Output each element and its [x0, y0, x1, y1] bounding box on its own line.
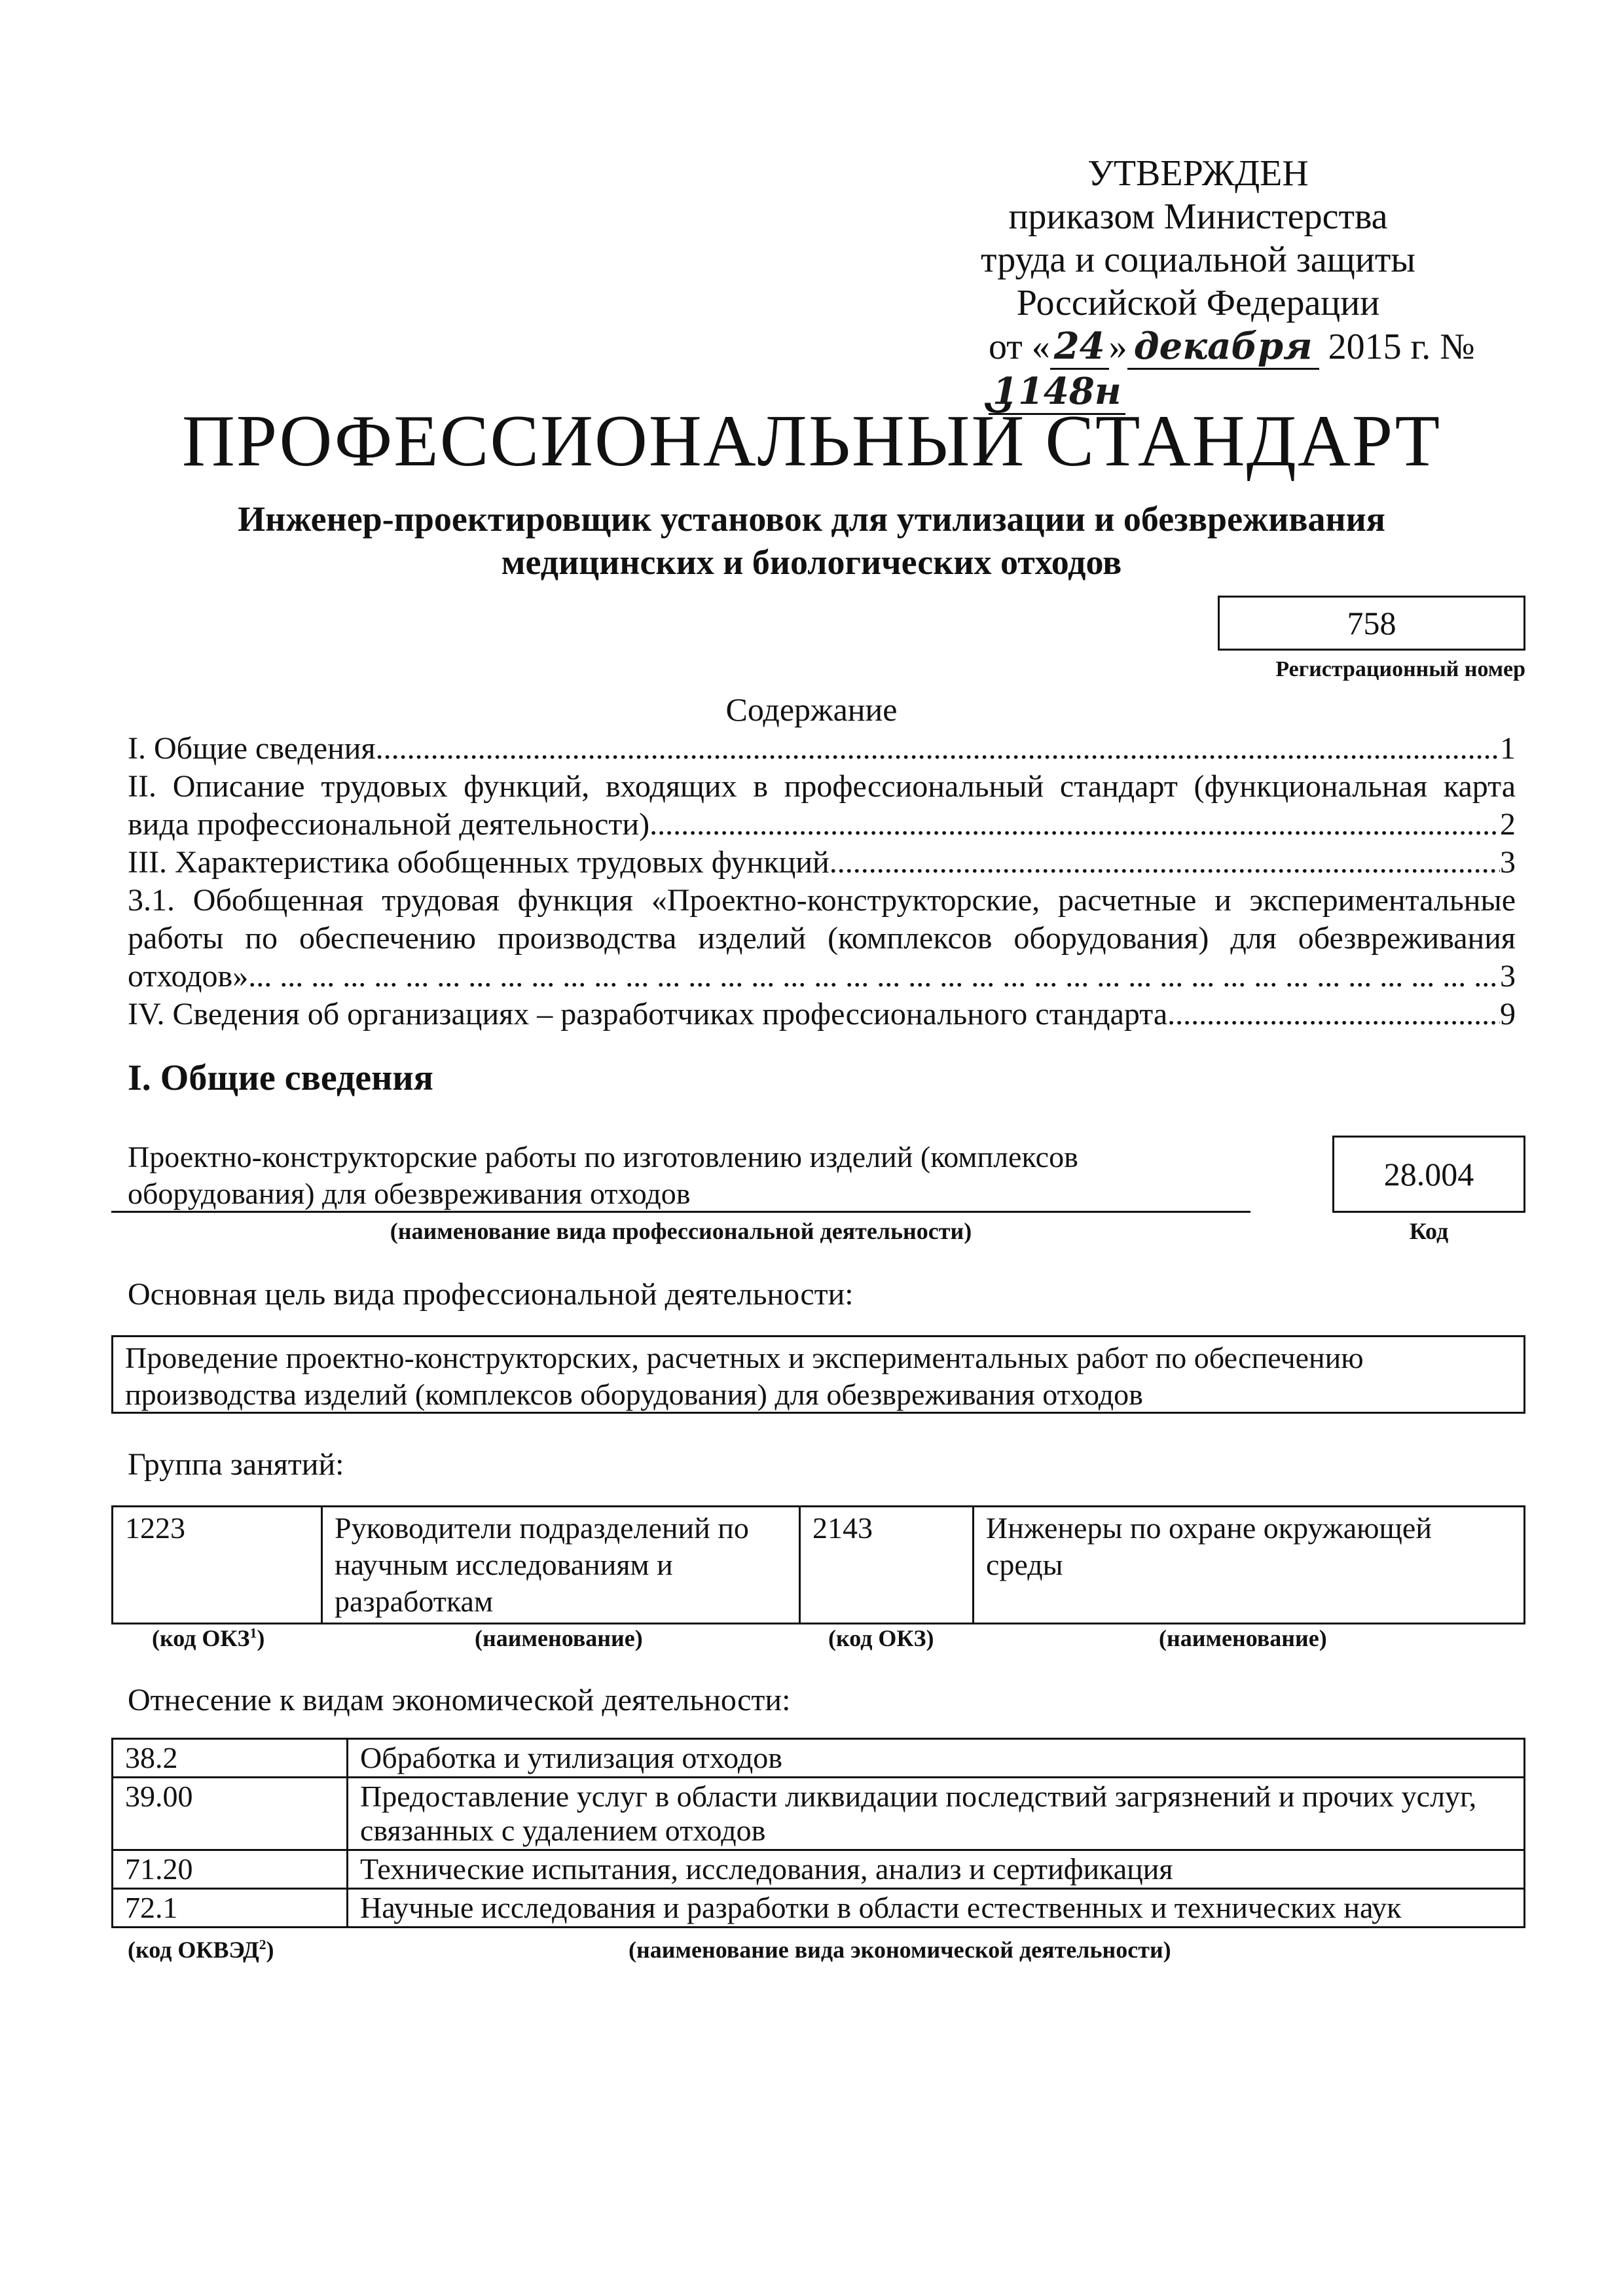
occupation-table [111, 1505, 1525, 1624]
goal-line-2: производства изделий (комплексов оборудования) для обезвреживания отходов [125, 1378, 1143, 1411]
toc-title: Содержание [725, 691, 898, 728]
registration-number-label: Регистрационный номер [1275, 657, 1525, 681]
footnote-mark: 1 [249, 1625, 257, 1641]
approval-country: Российской Федерации [1016, 283, 1380, 323]
toc-item-line: II. Описание трудовых функций, входящих в профессиональный стандарт (функциональная карта [128, 769, 1516, 804]
approval-order: приказом Министерства [1008, 196, 1388, 237]
okved-name-caption: (наименование вида экономической деятельности) [629, 1937, 1171, 1963]
okved-name: Научные исследования и разработки в области естественных и технических наук [348, 1889, 1525, 1928]
subtitle-line-2: медицинских и биологических отходов [501, 543, 1122, 582]
toc-page-number: 2 [1500, 807, 1516, 842]
toc-item-text: III. Характеристика обобщенных трудовых функций [128, 845, 830, 880]
toc-item [128, 996, 1516, 1033]
approval-month: декабря [1127, 325, 1319, 370]
goal-box [111, 1335, 1525, 1414]
toc-leader [1167, 996, 1500, 1033]
okved-code: 72.1 [113, 1889, 348, 1928]
activity-line-2: оборудования) для обезвреживания отходов [128, 1177, 691, 1210]
approval-ministry: труда и социальной защиты [981, 240, 1415, 280]
activity-code-box: 28.004 [1332, 1136, 1525, 1213]
toc-item-text: I. Общие сведения [128, 731, 376, 766]
occupation-name-caption: (наименование) [1159, 1625, 1327, 1651]
caption-text: (код ОКЗ [152, 1625, 250, 1651]
okved-name: Предоставление услуг в области ликвидации последствий загрязнений и прочих услуг, связанных с удалением отходов [348, 1778, 1525, 1850]
toc-leader [248, 958, 1500, 996]
toc-item [128, 958, 1516, 996]
toc-item [128, 730, 1516, 768]
caption-text: ) [257, 1625, 265, 1651]
approval-block [871, 152, 1525, 415]
approval-title: УТВЕРЖДЕН [1087, 153, 1309, 194]
toc-page-number: 3 [1500, 959, 1516, 994]
okved-label: Отнесение к видам экономической деятельности: [128, 1683, 791, 1717]
toc-item-line: 3.1. Обобщенная трудовая функция «Проектно-конструкторские, расчетные и экспериментальные [128, 883, 1516, 918]
toc-item-text: вида профессиональной деятельности) [128, 807, 650, 842]
okz-code-caption: (код ОКЗ) [828, 1625, 934, 1651]
activity-name [128, 1139, 1241, 1212]
okved-name: Обработка и утилизация отходов [348, 1739, 1525, 1778]
activity-underline [111, 1211, 1250, 1213]
toc-item-text: IV. Сведения об организациях – разработчиках профессионального стандарта [128, 997, 1168, 1031]
caption-text: ) [266, 1937, 274, 1963]
goal-label: Основная цель вида профессиональной деятельности: [128, 1277, 854, 1312]
footnote-mark: 2 [259, 1937, 266, 1952]
standard-subtitle [131, 497, 1492, 584]
table-row [113, 1850, 1525, 1889]
table-row [113, 1778, 1525, 1850]
activity-caption: (наименование вида профессиональной деятельности) [390, 1218, 972, 1244]
activity-line-1: Проектно-конструкторские работы по изготовлению изделий (комплексов [128, 1140, 1078, 1174]
table-row [113, 1889, 1525, 1928]
occupation-name-caption: (наименование) [475, 1625, 643, 1651]
okved-code: 39.00 [113, 1778, 348, 1850]
okved-code-caption [128, 1936, 274, 1964]
caption-text: (код ОКВЭД [128, 1937, 259, 1963]
subtitle-line-1: Инженер-проектировщик установок для утилизации и обезвреживания [238, 499, 1385, 539]
okved-code: 38.2 [113, 1739, 348, 1778]
toc-page-number: 3 [1500, 845, 1516, 880]
toc-item-text: отходов» [128, 959, 249, 994]
registration-number-box: 758 [1218, 596, 1525, 651]
toc-page-number: 9 [1500, 997, 1516, 1031]
page-title: ПРОФЕССИОНАЛЬНЫЙ СТАНДАРТ [182, 401, 1441, 482]
occupation-name: Инженеры по охране окружающей среды [974, 1507, 1525, 1624]
occupation-code: 2143 [800, 1507, 974, 1624]
occupation-code: 1223 [113, 1507, 322, 1624]
approval-year: 2015 г. № [1328, 327, 1475, 367]
toc-item [128, 806, 1516, 844]
table-row [113, 1507, 1525, 1624]
occupation-group-label: Группа занятий: [128, 1447, 344, 1482]
section-heading: I. Общие сведения [128, 1058, 433, 1098]
okved-table [111, 1738, 1525, 1928]
quote-open: « [1031, 327, 1050, 367]
toc-leader [376, 730, 1500, 768]
quote-close: » [1108, 327, 1127, 367]
toc-item-line: работы по обеспечению производства изделий (комплексов оборудования) для обезвреживания [128, 921, 1516, 956]
okz-code-caption [152, 1624, 264, 1652]
toc-leader [830, 844, 1500, 882]
table-of-contents [128, 730, 1516, 1033]
toc-page-number: 1 [1500, 731, 1516, 766]
table-row [113, 1739, 1525, 1778]
approval-day: 24 [1050, 325, 1109, 370]
approval-number: 1148н [989, 370, 1125, 415]
toc-leader [649, 806, 1500, 844]
occupation-name: Руководители подразделений по научным исследованиям и разработкам [322, 1507, 800, 1624]
okved-code: 71.20 [113, 1850, 348, 1889]
okved-name: Технические испытания, исследования, анализ и сертификация [348, 1850, 1525, 1889]
approval-from: от [989, 327, 1023, 367]
activity-code-caption: Код [1409, 1218, 1449, 1244]
toc-item [128, 844, 1516, 882]
goal-line-1: Проведение проектно-конструкторских, расчетных и экспериментальных работ по обеспечению [125, 1341, 1364, 1374]
